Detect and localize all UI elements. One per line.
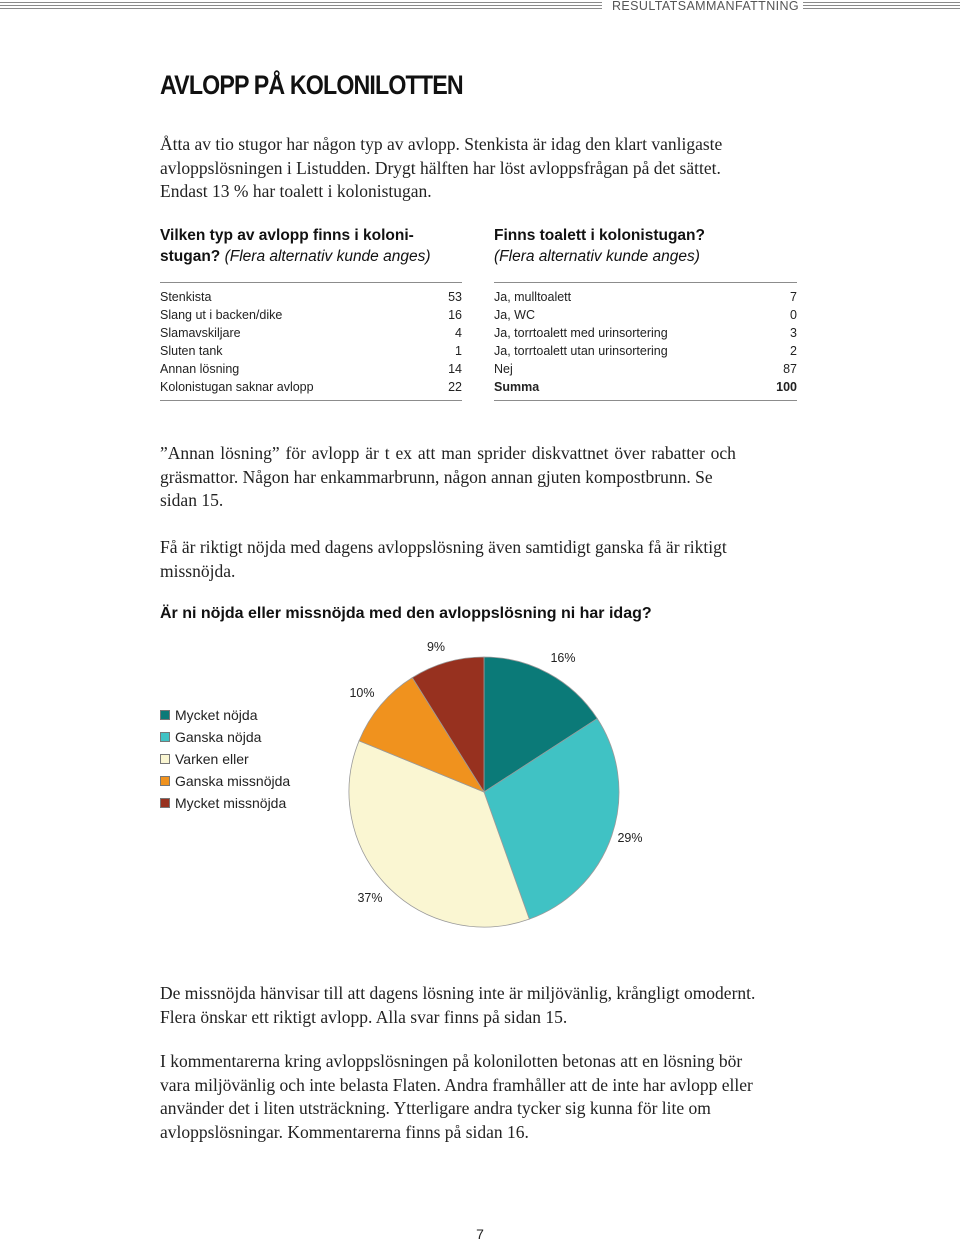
row-label: Ja, mulltoalett bbox=[494, 290, 572, 304]
pie-value-label: 37% bbox=[357, 891, 383, 905]
row-value: 100 bbox=[776, 380, 797, 394]
row-value: 16 bbox=[448, 308, 462, 322]
row-label: Kolonistugan saknar avlopp bbox=[160, 380, 314, 394]
pie-value-label: 9% bbox=[426, 640, 446, 654]
pie-value-label: 16% bbox=[550, 651, 576, 665]
paragraph-line: ”Annan lösning” för avlopp är t ex att man sprider diskvattnet över rabatter och bbox=[160, 443, 736, 463]
legend-label: Mycket nöjda bbox=[175, 707, 258, 723]
legend-label: Ganska nöjda bbox=[175, 729, 262, 745]
row-label: Stenkista bbox=[160, 290, 212, 304]
paragraph-line: använder det i liten utsträckning. Ytterligare andra tycker sig kunna för lite om bbox=[160, 1098, 711, 1118]
question-text: Vilken typ av avlopp finns i koloni- bbox=[160, 227, 414, 244]
legend-label: Varken eller bbox=[175, 751, 249, 767]
comments-paragraph bbox=[160, 1050, 800, 1144]
pie-value-label: 10% bbox=[349, 686, 375, 700]
row-value: 3 bbox=[790, 326, 797, 340]
paragraph-line: De missnöjda hänvisar till att dagens lösning inte är miljövänlig, krångligt omodernt. bbox=[160, 983, 756, 1003]
row-value: 1 bbox=[455, 344, 462, 358]
row-label: Summa bbox=[494, 380, 540, 394]
intro-line: Åtta av tio stugor har någon typ av avlopp. Stenkista är idag den klart vanligaste bbox=[160, 134, 723, 154]
paragraph-line: Få är riktigt nöjda med dagens avloppslösning även samtidigt ganska få är riktigt bbox=[160, 537, 727, 557]
legend-label: Mycket missnöjda bbox=[175, 795, 287, 811]
row-label: Nej bbox=[494, 362, 513, 376]
question-text: stugan? bbox=[160, 248, 221, 265]
row-label: Slamavskiljare bbox=[160, 326, 241, 340]
paragraph-line: missnöjda. bbox=[160, 560, 236, 581]
chart-title: Är ni nöjda eller missnöjda med den avloppslösning ni har idag? bbox=[160, 605, 652, 622]
row-value: 87 bbox=[783, 362, 797, 376]
question-text: Finns toalett i kolonistugan? bbox=[494, 227, 705, 244]
row-value: 0 bbox=[790, 308, 797, 322]
row-value: 14 bbox=[448, 362, 462, 376]
legend-label: Ganska missnöjda bbox=[175, 773, 291, 789]
pie-value-label: 29% bbox=[617, 831, 643, 845]
paragraph-line: I kommentarerna kring avloppslösningen på kolonilotten betonas att en lösning bör bbox=[160, 1051, 743, 1071]
row-value: 7 bbox=[790, 290, 797, 304]
row-value: 2 bbox=[790, 344, 797, 358]
row-label: Ja, torrtoalett med urinsortering bbox=[494, 326, 668, 340]
row-label: Slang ut i backen/dike bbox=[160, 308, 283, 322]
row-label: Annan lösning bbox=[160, 362, 240, 376]
paragraph-line: sidan 15. bbox=[160, 490, 224, 510]
row-label: Ja, WC bbox=[494, 308, 535, 322]
page-number: 7 bbox=[476, 1226, 484, 1242]
section-label: RESULTATSAMMANFATTNING bbox=[612, 0, 800, 13]
row-label: Ja, torrtoalett utan urinsortering bbox=[494, 344, 668, 358]
paragraph-line: avloppslösningar. Kommentarerna finns på sidan 16. bbox=[160, 1121, 529, 1142]
page-title: AVLOPP PÅ KOLONILOTTEN bbox=[160, 70, 463, 100]
row-value: 53 bbox=[448, 290, 462, 304]
row-value: 22 bbox=[448, 380, 462, 394]
question-note: (Flera alternativ kunde anges) bbox=[220, 248, 431, 265]
row-value: 4 bbox=[455, 326, 462, 340]
question-note: (Flera alternativ kunde anges) bbox=[494, 248, 700, 265]
paragraph-line: Flera önskar ett riktigt avlopp. Alla svar finns på sidan 15. bbox=[160, 1006, 568, 1027]
paragraph-line: vara miljövänlig och inte belasta Flaten. Andra framhåller att de inte har avlopp eller bbox=[160, 1074, 753, 1095]
paragraph-line: gräsmattor. Någon har enkammarbrunn, någon annan gjuten kompostbrunn. Se bbox=[160, 466, 713, 487]
row-label: Sluten tank bbox=[160, 344, 223, 358]
intro-line: avloppslösningen i Listudden. Drygt hälften har löst avloppsfrågan på det sättet. bbox=[160, 157, 721, 178]
intro-line: Endast 13 % har toalett i kolonistugan. bbox=[160, 181, 432, 201]
dissatisfied-paragraph bbox=[160, 982, 800, 1029]
